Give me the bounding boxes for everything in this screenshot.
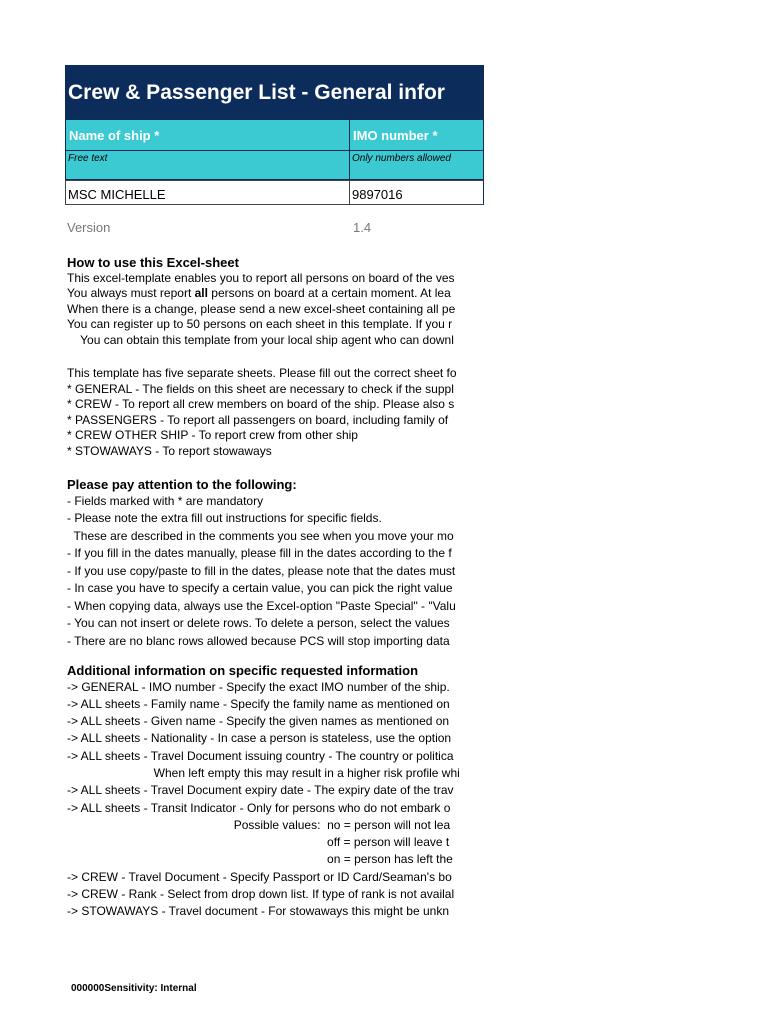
attention-line: These are described in the comments you see when you move your mo (67, 528, 454, 543)
additional-line: -> ALL sheets - Nationality - In case a person is stateless, use the option (67, 731, 452, 746)
how-to-line: This excel-template enables you to report all persons on board of the ves (67, 270, 455, 285)
sheets-line: * CREW - To report all crew members on board of the ship. Please also s (67, 397, 455, 411)
imo-number-header: IMO number * (349, 120, 484, 151)
how-to-line: You can register up to 50 persons on each sheet in this template. If you r (67, 317, 453, 331)
ship-name-header: Name of ship * (65, 120, 350, 151)
sheets-line: * PASSENGERS - To report all passengers on board, including family of (67, 412, 449, 427)
sensitivity-footer: 000000Sensitivity: Internal (71, 983, 197, 994)
sheet-title: Crew & Passenger List - General infor (65, 65, 484, 120)
additional-line: off = person will leave t (67, 835, 450, 850)
additional-line: -> CREW - Rank - Select from drop down list. If type of rank is not availal (67, 887, 455, 902)
attention-line: - If you use copy/paste to fill in the dates, please note that the dates must (67, 563, 456, 578)
sheets-line: * GENERAL - The fields on this sheet are necessary to check if the suppl (67, 381, 454, 396)
additional-line: -> ALL sheets - Travel Document expiry date - The expiry date of the trav (67, 783, 454, 798)
attention-line: - There are no blanc rows allowed because PCS will stop importing data (67, 633, 450, 648)
how-to-line: When there is a change, please send a new excel-sheet containing all pe (67, 301, 456, 316)
additional-line: -> ALL sheets - Transit Indicator - Only for persons who do not embark o (67, 800, 451, 815)
attention-line: - In case you have to specify a certain value, you can pick the right value (67, 581, 453, 595)
version-value: 1.4 (353, 220, 372, 235)
how-to-heading: How to use this Excel-sheet (67, 255, 239, 270)
imo-number-cell[interactable]: 9897016 (349, 180, 484, 205)
attention-line: - When copying data, always use the Excel-option "Paste Special" - "Valu (67, 598, 456, 613)
additional-line: When left empty this may result in a higher risk profile whi (67, 765, 460, 780)
version-label: Version (67, 220, 111, 235)
imo-number-hint: Only numbers allowed (349, 151, 484, 180)
attention-line: - Fields marked with * are mandatory (67, 493, 264, 508)
sheets-line: This template has five separate sheets. Please fill out the correct sheet fo (67, 366, 457, 380)
additional-line: -> GENERAL - IMO number - Specify the exact IMO number of the ship. (67, 679, 450, 694)
ship-name-cell[interactable]: MSC MICHELLE (65, 180, 350, 205)
additional-heading: Additional information on specific requested information (67, 663, 419, 678)
attention-line: - Please note the extra fill out instructions for specific fields. (67, 511, 382, 525)
additional-line: -> ALL sheets - Given name - Specify the given names as mentioned on (67, 714, 450, 729)
additional-line: -> STOWAWAYS - Travel document - For stowaways this might be unkn (67, 904, 450, 919)
additional-line: -> ALL sheets - Travel Document issuing country - The country or politica (67, 748, 454, 763)
additional-line: on = person has left the (67, 852, 453, 867)
additional-line: Possible values: no = person will not lea (67, 817, 451, 832)
how-to-line: You always must report all persons on board at a certain moment. At lea (67, 286, 451, 300)
attention-heading: Please pay attention to the following: (67, 477, 297, 492)
attention-line: - You can not insert or delete rows. To delete a person, select the values (67, 616, 450, 630)
sheets-line: * STOWAWAYS - To report stowaways (67, 443, 272, 458)
how-to-line: You can obtain this template from your local ship agent who can downl (67, 332, 454, 347)
additional-line: -> CREW - Travel Document - Specify Passport or ID Card/Seaman's bo (67, 869, 452, 884)
instructions (67, 255, 484, 921)
attention-line: - If you fill in the dates manually, please fill in the dates according to the f (67, 546, 452, 560)
ship-name-hint: Free text (65, 151, 350, 180)
additional-line: -> ALL sheets - Family name - Specify the family name as mentioned on (67, 696, 450, 711)
sheets-line: * CREW OTHER SHIP - To report crew from other ship (67, 428, 358, 442)
